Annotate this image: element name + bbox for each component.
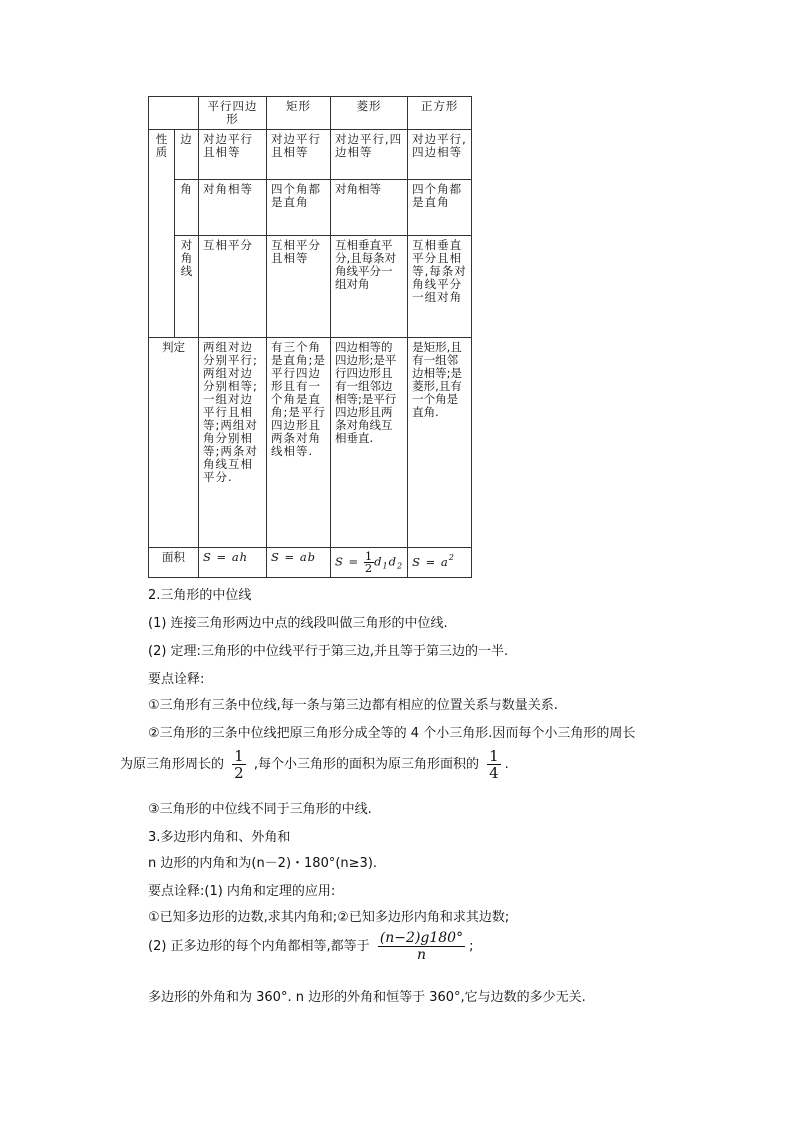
subscript-2: 2 [397,561,404,571]
header-square: 正方形 [408,97,472,130]
formula-text: S = a [412,555,449,569]
fraction-denominator: 2 [234,764,244,782]
s3-paragraph-1: n 边形的内角和为(n－2)・180°(n≥3). [148,856,378,871]
quadrilateral-properties-table [148,96,472,578]
table-cell: 互相垂直平分且相等,每条对角线平分一组对角 [408,236,472,338]
s2-paragraph-2: (2) 定理:三角形的中位线平行于第三边,并且等于第三边的一半. [148,644,509,659]
section-3-title: 3.多边形内角和、外角和 [148,830,291,845]
text-span: ; [469,939,474,954]
fraction-denominator: 4 [489,764,499,782]
s2-key-point-2b [120,748,509,781]
row-label-judge: 判定 [149,338,199,548]
s2-key-point-1: ①三角形有三条中位线,每一条与第三边都有相应的位置关系与数量关系. [148,698,558,713]
area-formula-square [408,548,472,578]
s3-key-points-label: 要点诠释:(1) 内角和定理的应用: [148,884,336,899]
table-row [149,180,472,236]
table-cell: 对边平行,四边相等 [408,130,472,180]
table-row-area [149,548,472,578]
header-rectangle: 矩形 [267,97,331,130]
fraction-interior-angle [378,930,465,963]
property-group-label: 性质 [149,130,175,338]
table-cell: 是矩形,且有一组邻边相等;是菱形,且有一个角是直角. [408,338,472,548]
table-row [149,130,472,180]
text-span: 为原三角形周长的 [120,757,225,772]
table-cell: 互相平分且相等 [267,236,331,338]
s2-key-point-2a: ②三角形的三条中位线把原三角形分成全等的 4 个小三角形.因而每个小三角形的周长 [148,726,636,741]
fraction-denominator: n [416,947,426,963]
diag-symbol: d [374,554,383,569]
s2-key-point-3: ③三角形的中位线不同于三角形的中线. [148,802,372,817]
s3-paragraph-2: 多边形的外角和为 360°. n 边形的外角和恒等于 360°,它与边数的多少无关. [148,990,586,1005]
diag-symbol: d [388,554,397,569]
area-formula-rectangle: S = ab [267,548,331,578]
table-cell: 四个角都是直角 [408,180,472,236]
row-label-area: 面积 [149,548,199,578]
table-cell: 有三个角是直角;是平行四边形且有一个角是直角;是平行四边形且两条对角线相等. [267,338,331,548]
fraction-one-half [232,748,246,781]
fraction-half [364,551,374,574]
table-cell: 两组对边分别平行;两组对边分别相等;一组对边平行且相等;两组对角分别相等;两条对角线互相平分. [199,338,267,548]
table-cell: 四个角都是直角 [267,180,331,236]
table-cell: 对边平行且相等 [199,130,267,180]
text-span: (2) 正多边形的每个内角都相等,都等于 [148,939,370,954]
s3-key-point-2 [148,930,473,963]
superscript-2: 2 [448,553,455,562]
formula-lhs: S = [335,554,360,569]
text-span: . [504,757,509,772]
table-cell: 对角相等 [331,180,408,236]
row-label-angle: 角 [175,180,199,236]
area-formula-parallelogram: S = ah [199,548,267,578]
header-rhombus: 菱形 [331,97,408,130]
fraction-one-quarter [487,748,501,781]
table-cell: 对边平行,四边相等 [331,130,408,180]
s3-key-point-1: ①已知多边形的边数,求其内角和;②已知多边形内角和求其边数; [148,910,510,925]
row-label-diagonal: 对角线 [175,236,199,338]
header-corner [149,97,199,130]
table-cell: 四边相等的四边形;是平行四边形且有一组邻边相等;是平行四边形且两条对角线互相垂直. [331,338,408,548]
table-row-judge [149,338,472,548]
table-cell: 互相平分 [199,236,267,338]
header-parallelogram: 平行四边形 [199,97,267,130]
fraction-denominator: 2 [364,561,374,575]
table-cell: 对角相等 [199,180,267,236]
row-label-side: 边 [175,130,199,180]
section-2-title: 2.三角形的中位线 [148,588,252,603]
area-formula-rhombus [331,548,408,578]
text-span: ,每个小三角形的面积为原三角形面积的 [253,757,479,772]
subscript-1: 1 [382,561,389,571]
table-row [149,236,472,338]
fraction-numerator: 1 [234,747,244,765]
fraction-numerator: 1 [364,549,374,563]
fraction-numerator: 1 [489,747,499,765]
fraction-numerator: (n−2)g180° [379,930,464,946]
table-cell: 对边平行且相等 [267,130,331,180]
s2-paragraph-1: (1) 连接三角形两边中点的线段叫做三角形的中位线. [148,616,448,631]
table-cell: 互相垂直平分,且每条对角线平分一组对角 [331,236,408,338]
s2-key-points-label: 要点诠释: [148,672,205,687]
table-header-row [149,97,472,130]
